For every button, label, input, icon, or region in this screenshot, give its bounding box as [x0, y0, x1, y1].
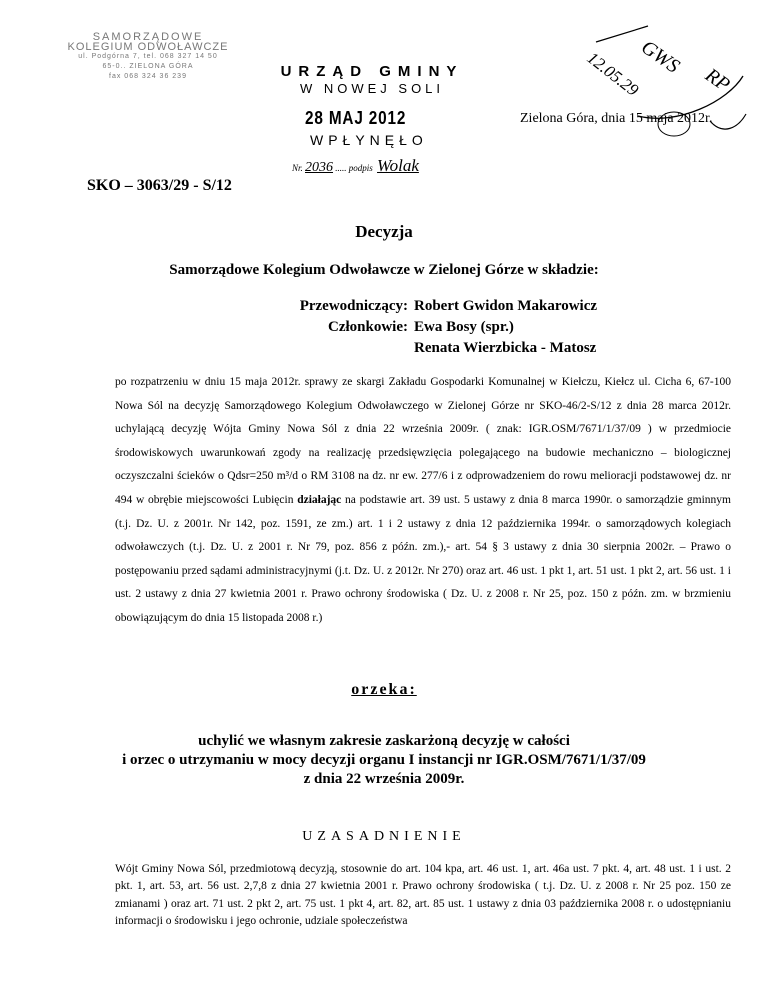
ruling — [0, 732, 768, 789]
preamble-text: na podstawie art. 39 ust. 5 ustawy z dnia 8 marca 1990r. o samorządzie gminnym (t.j. Dz. U. z 2001r. Nr 142, poz. 1591, ze zm.) art. 1 i 2 ustawy z dnia 12 października 1994r. o samorządowych kolegiach odwoławczych (t.j. Dz. U. z 2001 r. Nr 79, poz. 856 z późn. zm.),- art. 54 § 3 ustawy z dnia 30 sierpnia 2002r. – Prawo o postępowaniu przed sądami administracyjnymi (j.t. Dz. U. z 2012r. Nr 270) oraz art. 46 ust. 1 pkt 1, art. 51 ust. 1 pkt 2, art. 56 ust. 1 i ust. 2 ustawy z dnia 27 kwietnia 2001 r. Prawo ochrony środowiska ( Dz. U. z 2008 r. Nr 25, poz. 150 z późn. zm. w brzmieniu obowiązującym do dnia 15 listopada 2008 r.) — [115, 493, 731, 624]
urzad-gminy-stamp — [272, 63, 472, 96]
member-role: Członkowie: — [328, 319, 408, 335]
preamble-paragraph — [115, 371, 731, 631]
justification-heading: UZASADNIENIE — [302, 829, 466, 844]
ruling-line: i orzec o utrzymaniu w mocy decyzji organu I instancji nr IGR.OSM/7671/1/37/09 — [122, 752, 646, 768]
nr-value: 2036 — [305, 160, 334, 175]
annotation-text: GWS — [637, 36, 684, 78]
document-title: Decyzja — [355, 222, 413, 241]
kolegium-stamp — [58, 32, 238, 82]
annotation-text: RP — [701, 64, 734, 97]
urzad-line1: URZĄD GMINY — [280, 63, 464, 80]
orzeka-heading: orzeka: — [351, 681, 417, 698]
ruling-line: uchylić we własnym zakresie zaskarżoną decyzję w całości — [198, 733, 570, 749]
member-row — [232, 338, 597, 359]
composition-heading: Samorządowe Kolegium Odwoławcze w Zielonej Górze w składzie: — [169, 262, 599, 278]
received-label: WPŁYNĘŁO — [310, 132, 428, 148]
panel-members — [232, 296, 597, 359]
member-name: Renata Wierzbicka - Matosz — [414, 340, 597, 356]
member-row — [232, 317, 597, 338]
received-date-stamp: 28 MAJ 2012 — [305, 108, 407, 128]
received-number-line: Nr. 2036 ..... podpis Wolak — [292, 156, 419, 175]
justification-paragraph: Wójt Gminy Nowa Sól, przedmiotową decyzją, stosownie do art. 104 kpa, art. 46 ust. 1, art. 46a ust. 7 pkt. 4, art. 48 ust. 1 i ust. 2 pkt. 1, art. 53, art. 56 ust. 2,7,8 z dnia 27 kwietnia 2001 r. Prawo ochrony środowiska ( t.j. Dz. U. z 2008 r. Nr 25 poz. 150 ze zmianami ) oraz art. 71 ust. 2 pkt 2, art. 75 ust. 1 pkt 4, art. 82, art. 85 ust. 1 ustawy z dnia 03 października 2008 r. o udostępnianiu informacji o środowisku i jego ochronie, udziale społeczeństwa — [115, 863, 731, 928]
handwritten-signature: Wolak — [377, 156, 419, 175]
preamble-text: po rozpatrzeniu w dniu 15 maja 2012r. sprawy ze skargi Zakładu Gospodarki Komunalnej w Kiełczu, Kiełcz ul. Cicha 6, 67-100 Nowa Sól na decyzję Samorządowego Kolegium Odwoławczego w Zielonej Górze nr SKO-46/2-S/12 z dnia 28 marca 2012r. uchylającą decyzję Wójta Gminy Nowa Sól z dnia 22 września 2009r. ( znak: IGR.OSM/7671/1/37/09 ) w przedmiocie środowiskowych uwarunkowań zgody na realizację przedsięwzięcia polegającego na budowie mechaniczno – biologicznej oczyszczalni ścieków o Qdsr=250 m³/d o RM 3108 na dz. nr ew. 277/6 i z odprowadzeniem do rowu melioracji podstawowej dz. nr 494 w obrębie miejscowości Lubięcin — [115, 376, 731, 506]
podpis-label: podpis — [348, 163, 373, 173]
handwritten-annotation — [578, 16, 748, 156]
stamp-line: SAMORZĄDOWE — [92, 31, 204, 43]
stamp-line: KOLEGIUM ODWOŁAWCZE — [67, 41, 229, 53]
urzad-line2: W NOWEJ SOLI — [299, 81, 445, 96]
member-name: Robert Gwidon Makarowicz — [414, 298, 598, 314]
annotation-text: 12.05.29 — [583, 48, 643, 100]
place-date: Zielona Góra, dnia 15 maja 2012r. — [520, 111, 713, 126]
member-role — [232, 338, 414, 359]
case-number: SKO – 3063/29 - S/12 — [87, 177, 232, 194]
preamble-bold: działając — [297, 493, 342, 506]
stamp-line: fax 068 324 36 239 — [109, 73, 187, 80]
member-role: Przewodniczący: — [299, 298, 408, 314]
member-name: Ewa Bosy (spr.) — [414, 319, 514, 335]
stamp-line: ul. Podgórna 7, tel. 068 327 14 50 — [78, 53, 218, 60]
ruling-line: z dnia 22 września 2009r. — [303, 771, 465, 787]
stamp-line: 65-0.. ZIELONA GÓRA — [102, 63, 194, 70]
member-row — [232, 296, 597, 317]
nr-label: Nr. — [292, 163, 303, 173]
